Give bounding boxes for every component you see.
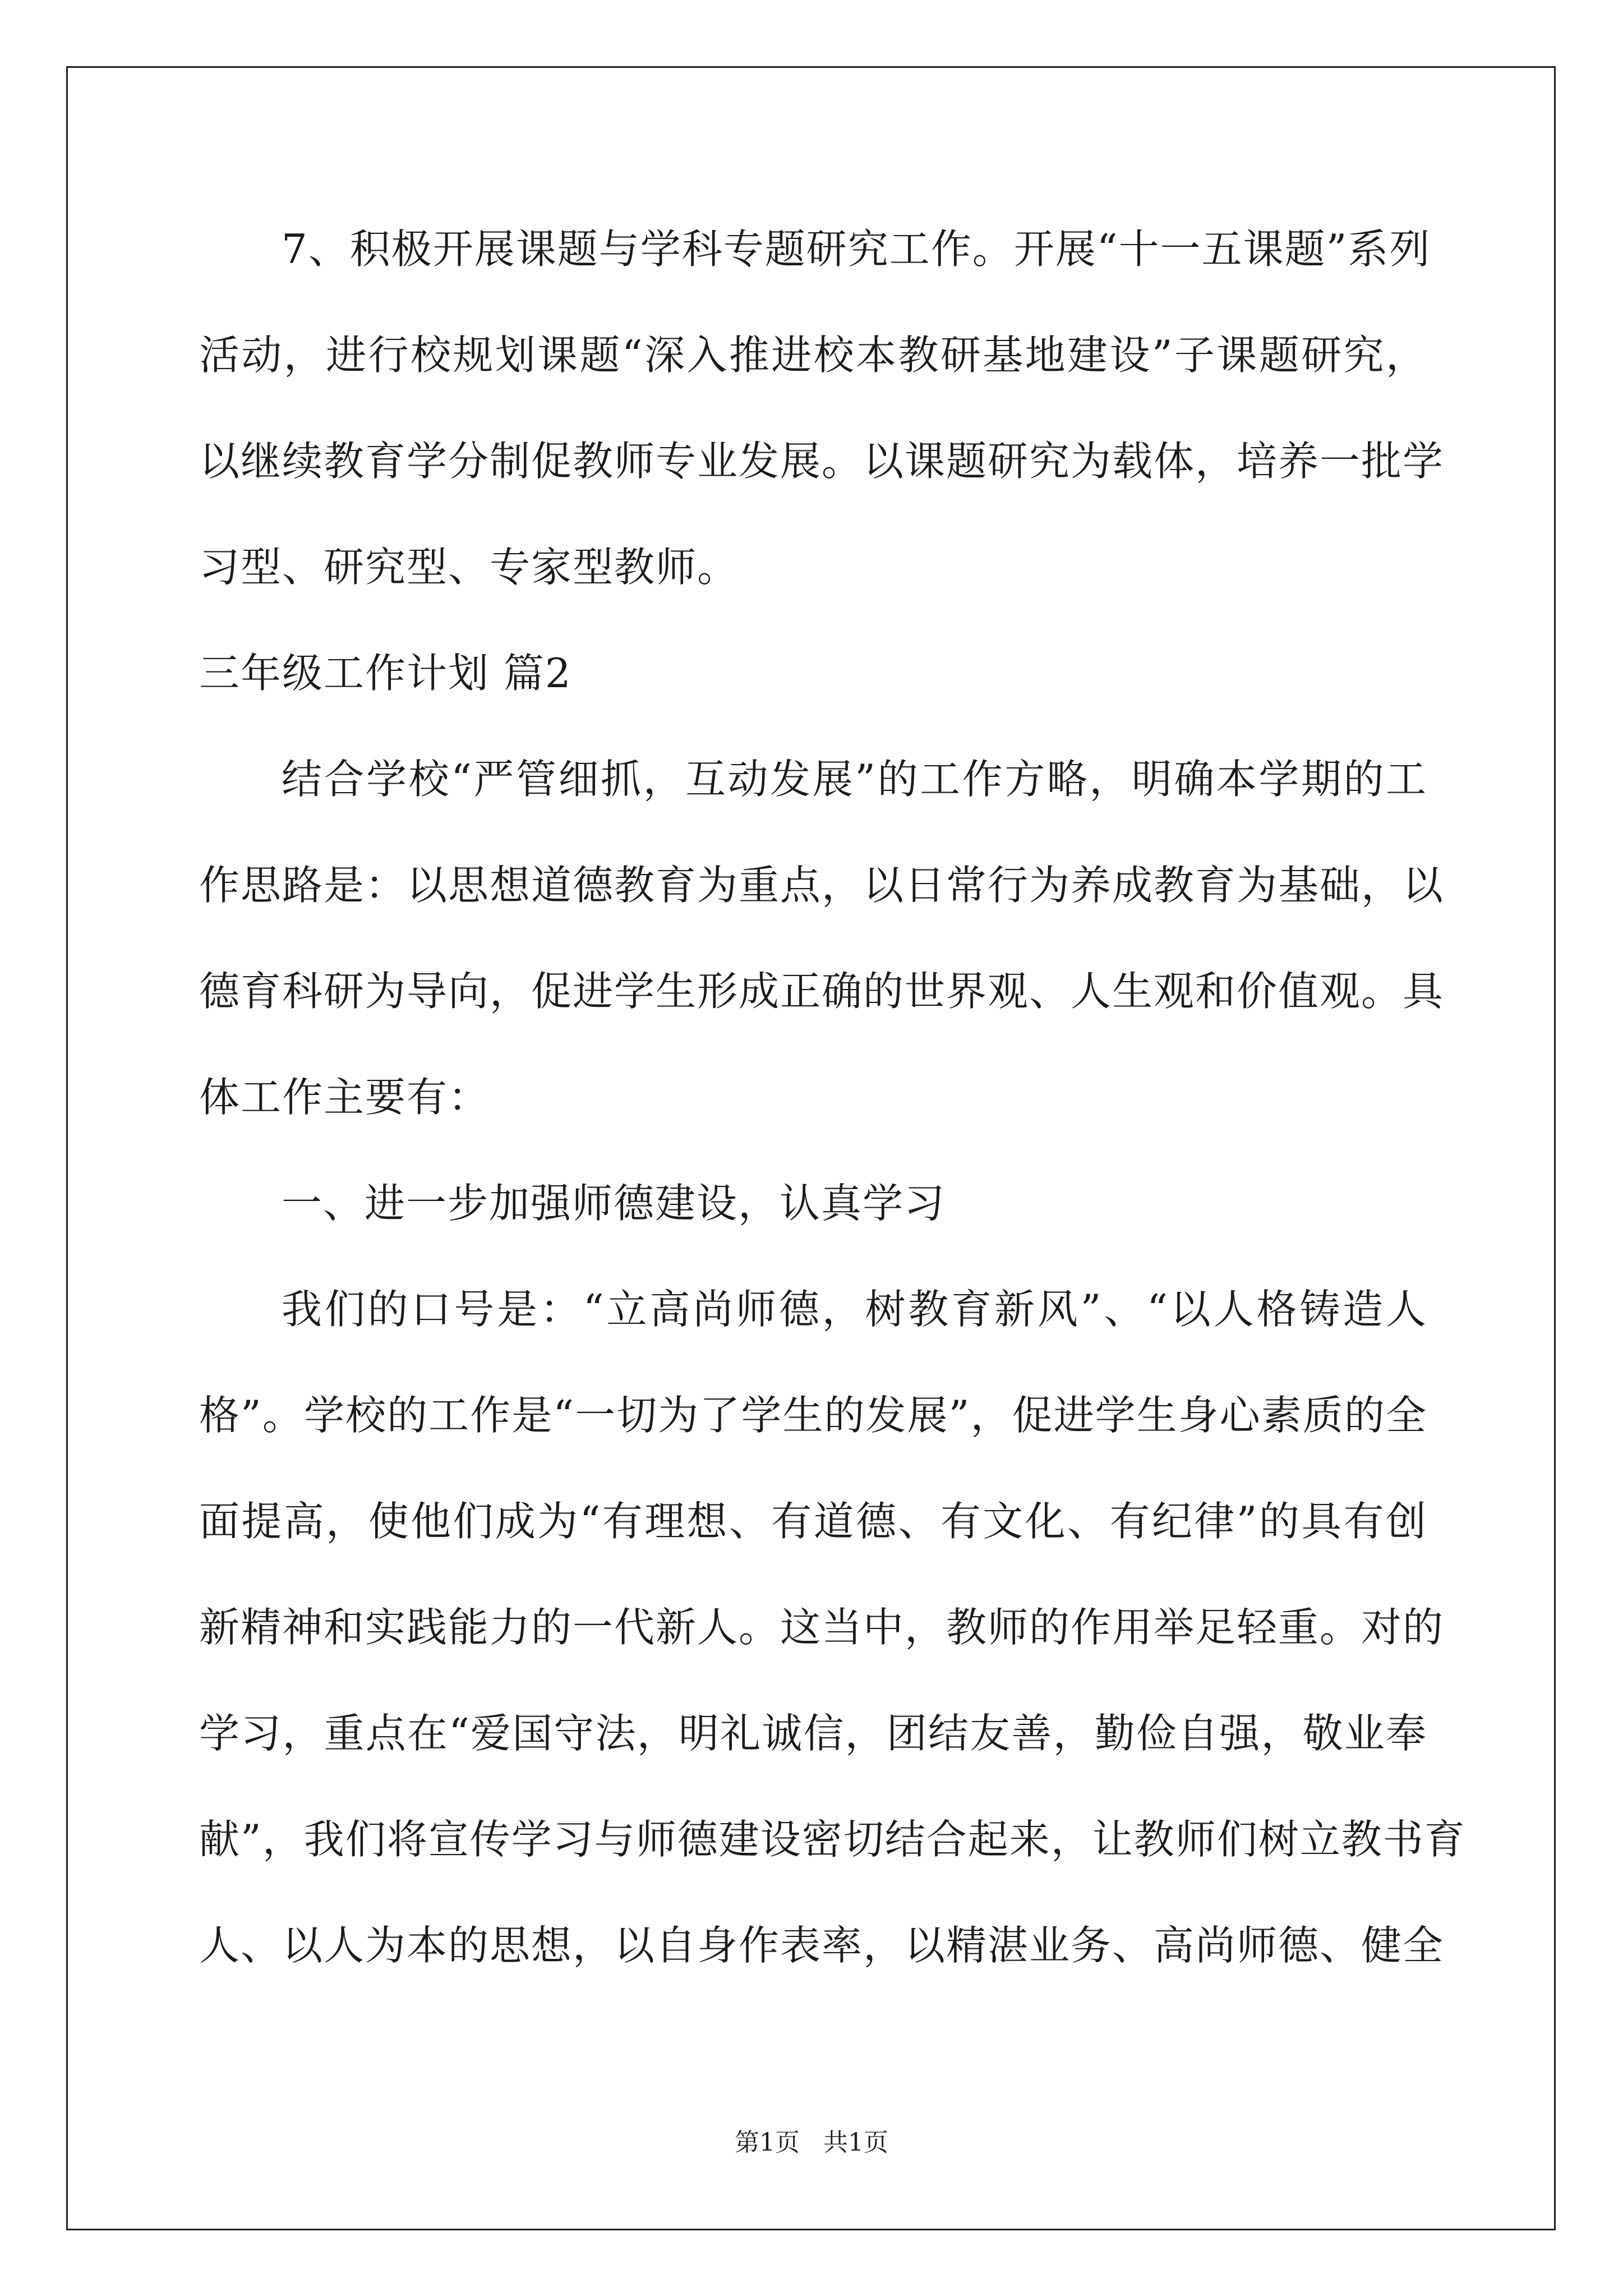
paragraph-line: 学习，重点在“爱国守法，明礼诚信，团结友善，勤俭自强，敬业奉 — [199, 1710, 1427, 1757]
paragraph-line: 面提高，使他们成为“有理想、有道德、有文化、有纪律”的具有创 — [199, 1498, 1427, 1545]
page-number-footer: 第1页 共1页 — [735, 2128, 888, 2157]
subsection-heading: 一、进一步加强师德建设，认真学习 — [282, 1180, 946, 1227]
paragraph-line: 作思路是：以思想道德教育为重点，以日常行为养成教育为基础，以 — [199, 862, 1445, 909]
paragraph-line: 习型、研究型、专家型教师。 — [199, 544, 739, 591]
paragraph-line: 献”，我们将宣传学习与师德建设密切结合起来，让教师们树立教书育 — [199, 1816, 1466, 1863]
paragraph-line: 活动，进行校规划课题“深入推进校本教研基地建设”子课题研究， — [199, 332, 1427, 379]
paragraph-line: 人、以人为本的思想，以自身作表率，以精湛业务、高尚师德、健全 — [199, 1922, 1445, 1969]
paragraph-line: 以继续教育学分制促教师专业发展。以课题研究为载体，培养一批学 — [199, 438, 1445, 485]
paragraph-line: 7、积极开展课题与学科专题研究工作。开展“十一五课题”系列 — [282, 226, 1431, 273]
paragraph-line: 结合学校“严管细抓，互动发展”的工作方略，明确本学期的工 — [282, 756, 1427, 803]
paragraph-line: 格”。学校的工作是“一切为了学生的发展”，促进学生身心素质的全 — [199, 1392, 1427, 1439]
section-heading: 三年级工作计划 篇2 — [199, 650, 572, 697]
paragraph-line: 德育科研为导向，促进学生形成正确的世界观、人生观和价值观。具 — [199, 968, 1445, 1015]
paragraph-line: 我们的口号是：“立高尚师德，树教育新风”、“以人格铸造人 — [282, 1286, 1427, 1333]
page-border — [66, 66, 1556, 2230]
paragraph-line: 体工作主要有： — [199, 1074, 490, 1121]
paragraph-line: 新精神和实践能力的一代新人。这当中，教师的作用举足轻重。对的 — [199, 1604, 1445, 1651]
